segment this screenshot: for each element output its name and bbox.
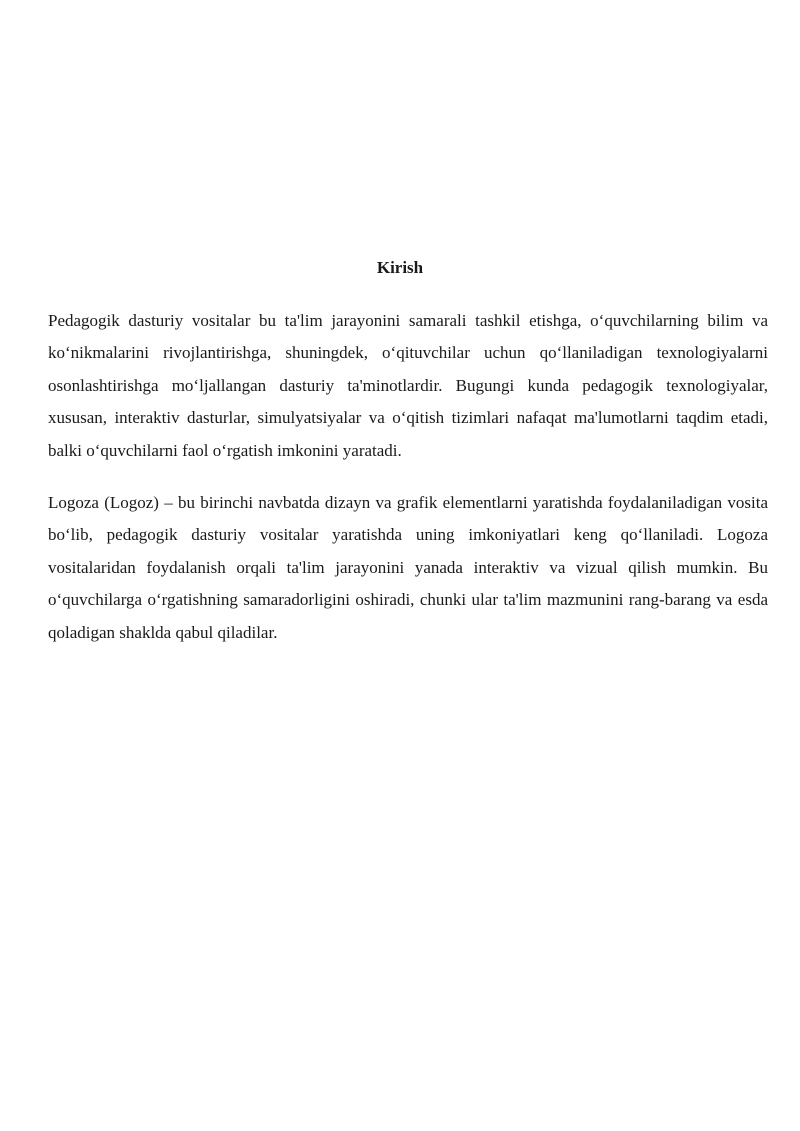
paragraph-logoza: Logoza (Logoz) – bu birinchi navbatda dizayn va grafik elementlarni yaratishda foydalaniladigan vosita bo‘lib, pedagogik dasturiy vositalar yaratishda uning imkoniyatlari keng qo‘llaniladi. Logoza vositalaridan foydalanish orqali ta'lim jarayonini yanada interaktiv va vizual qilish mumkin. Bu o‘quvchilarga o‘rgatishning samaradorligini oshiradi, chunki ular ta'lim mazmunini rang-barang va esda qoladigan shaklda qabul qiladilar. — [48, 493, 768, 642]
paragraph-intro: Pedagogik dasturiy vositalar bu ta'lim jarayonini samarali tashkil etishga, o‘quvchilarning bilim va ko‘nikmalarini rivojlantirishga, shuningdek, o‘qituvchilar uchun qo‘llaniladigan texnologiyalarni osonlashtirishga mo‘ljallangan dasturiy ta'minotlardir. Bugungi kunda pedagogik texnologiyalar, xususan, interaktiv dasturlar, simulyatsiyalar va o‘qitish tizimlari nafaqat ma'lumotlarni taqdim etadi, balki o‘quvchilarni faol o‘rgatish imkonini yaratadi. — [48, 311, 768, 460]
page-title: Kirish — [376, 258, 424, 277]
